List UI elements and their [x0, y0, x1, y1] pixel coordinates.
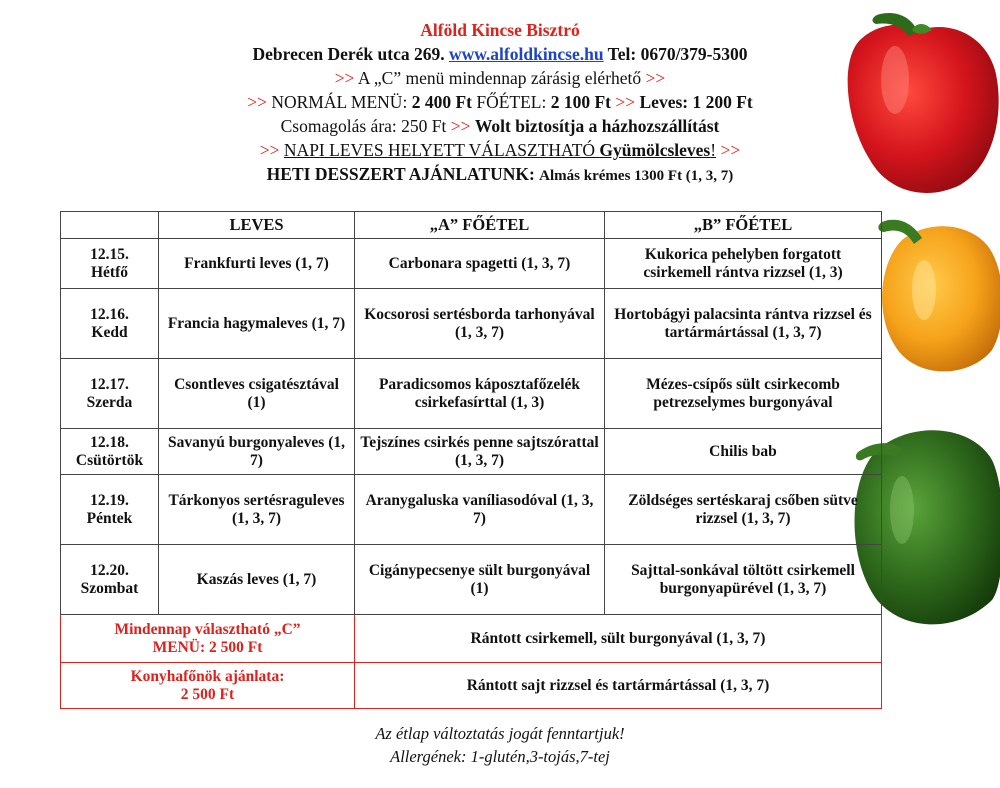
- table-row: [61, 545, 882, 615]
- arrow-marker: >>: [247, 92, 267, 112]
- soup-cell: Savanyú burgonyaleves (1, 7): [159, 429, 355, 475]
- day-name: Csütörtök: [75, 451, 144, 469]
- day-date: 12.16.: [90, 305, 129, 323]
- b-main-cell: Sajttal-sonkával töltött csirkemell burgonyapürével (1, 3, 7): [605, 545, 882, 615]
- special-label-line1: Konyhafőnök ajánlata:: [130, 667, 285, 685]
- soup-cell: Frankfurti leves (1, 7): [159, 239, 355, 289]
- day-cell: [61, 475, 159, 545]
- disclaimer: Az étlap változtatás jogát fenntartjuk!: [375, 724, 625, 743]
- day-name: Hétfő: [90, 263, 128, 281]
- arrow-marker: >>: [334, 68, 355, 88]
- header-cell-a-main: „A” FŐÉTEL: [355, 212, 605, 239]
- fruit-soup-text: NAPI LEVES HELYETT VÁLASZTHATÓ: [283, 140, 596, 160]
- packaging-line: [0, 114, 1000, 138]
- prices-line: [0, 90, 1000, 114]
- dessert-line: [0, 162, 1000, 186]
- main-label: FŐÉTEL:: [476, 92, 547, 112]
- header-cell-empty: [61, 212, 159, 239]
- b-main-cell: Hortobágyi palacsinta rántva rizzsel és tartármártással (1, 3, 7): [605, 289, 882, 359]
- arrow-marker: >>: [450, 116, 471, 136]
- day-date: 12.20.: [90, 561, 129, 579]
- day-cell: [61, 239, 159, 289]
- b-main-cell: Mézes-csípős sült csirkecomb petrezselymes burgonyával: [605, 359, 882, 429]
- day-name: Kedd: [91, 323, 128, 341]
- a-main-cell: Paradicsomos káposztafőzelék csirkefasírttal (1, 3): [355, 359, 605, 429]
- day-name: Szombat: [80, 579, 139, 597]
- address: Debrecen Derék utca 269.: [252, 44, 445, 64]
- day-date: 12.18.: [90, 433, 129, 451]
- day-date: 12.15.: [90, 245, 129, 263]
- special-offer-dish: Rántott csirkemell, sült burgonyával (1, 3, 7): [355, 615, 882, 663]
- a-main-cell: Kocsorosi sertésborda tarhonyával (1, 3, 7): [355, 289, 605, 359]
- a-main-cell: Cigánypecsenye sült burgonyával (1): [355, 545, 605, 615]
- allergen-legend: Allergének: 1-glutén,3-tojás,7-tej: [390, 747, 610, 766]
- special-offer-label: [61, 615, 355, 663]
- table-row: [61, 289, 882, 359]
- soup-cell: Francia hagymaleves (1, 7): [159, 289, 355, 359]
- b-main-cell: Kukorica pehelyben forgatott csirkemell rántva rizzsel (1, 3): [605, 239, 882, 289]
- arrow-marker: >>: [720, 140, 741, 160]
- day-cell: [61, 289, 159, 359]
- c-menu-line: [0, 66, 1000, 90]
- fruit-soup-name: Gyümölcsleves: [599, 140, 711, 160]
- table-row: [61, 359, 882, 429]
- b-main-cell: Zöldséges sertéskaraj csőben sütve rizzsel (1, 3, 7): [605, 475, 882, 545]
- normal-menu-price: 2 400 Ft: [411, 92, 472, 112]
- special-offer-label: [61, 663, 355, 709]
- a-main-cell: Aranygaluska vaníliasodóval (1, 3, 7): [355, 475, 605, 545]
- b-main-cell: Chilis bab: [605, 429, 882, 475]
- table-row: [61, 429, 882, 475]
- yellow-pepper-image: [862, 210, 1000, 380]
- main-price: 2 100 Ft: [550, 92, 611, 112]
- arrow-marker: >>: [259, 140, 280, 160]
- day-cell: [61, 359, 159, 429]
- exclamation: !: [710, 140, 717, 160]
- a-main-cell: Tejszínes csirkés penne sajtszórattal (1, 3, 7): [355, 429, 605, 475]
- packaging-text: Csomagolás ára: 250 Ft: [280, 116, 447, 136]
- table-row: [61, 239, 882, 289]
- special-offer-dish: Rántott sajt rizzsel és tartármártással (1, 3, 7): [355, 663, 882, 709]
- soup-price: 1 200 Ft: [692, 92, 753, 112]
- table-header-row: [61, 212, 882, 239]
- header-cell-soup: LEVES: [159, 212, 355, 239]
- day-date: 12.19.: [90, 491, 129, 509]
- dessert-label: HETI DESSZERT AJÁNLATUNK:: [266, 164, 535, 184]
- phone: Tel: 0670/379-5300: [607, 44, 748, 64]
- day-date: 12.17.: [90, 375, 129, 393]
- day-name: Péntek: [86, 509, 133, 527]
- header-cell-b-main: „B” FŐÉTEL: [605, 212, 882, 239]
- soup-cell: Kaszás leves (1, 7): [159, 545, 355, 615]
- wolt-text: Wolt biztosítja a házhozszállítást: [474, 116, 720, 136]
- arrow-marker: >>: [645, 68, 666, 88]
- restaurant-name: Alföld Kincse Bisztró: [420, 20, 580, 40]
- menu-header: [0, 18, 1000, 186]
- special-label-line1: Mindennap választható „C”: [114, 620, 301, 638]
- special-offer-row: [61, 663, 882, 709]
- special-label-line2: MENÜ: 2 500 Ft: [152, 638, 263, 656]
- soup-label: Leves:: [639, 92, 689, 112]
- day-cell: [61, 429, 159, 475]
- c-menu-text: A „C” menü mindennap zárásig elérhető: [357, 68, 642, 88]
- table-row: [61, 475, 882, 545]
- arrow-marker: >>: [615, 92, 636, 112]
- contact-line: [0, 42, 1000, 66]
- dessert-value: Almás krémes 1300 Ft (1, 3, 7): [539, 168, 734, 184]
- website-link[interactable]: www.alfoldkincse.hu: [448, 44, 604, 64]
- soup-cell: Csontleves csigatésztával (1): [159, 359, 355, 429]
- soup-cell: Tárkonyos sertésraguleves (1, 3, 7): [159, 475, 355, 545]
- special-offer-row: [61, 615, 882, 663]
- weekly-menu-table: [60, 211, 882, 709]
- special-label-line2: 2 500 Ft: [180, 685, 235, 703]
- fruit-soup-line: [0, 138, 1000, 162]
- menu-footer: [0, 722, 1000, 768]
- normal-menu-label: NORMÁL MENÜ:: [271, 92, 408, 112]
- day-cell: [61, 545, 159, 615]
- a-main-cell: Carbonara spagetti (1, 3, 7): [355, 239, 605, 289]
- day-name: Szerda: [86, 393, 133, 411]
